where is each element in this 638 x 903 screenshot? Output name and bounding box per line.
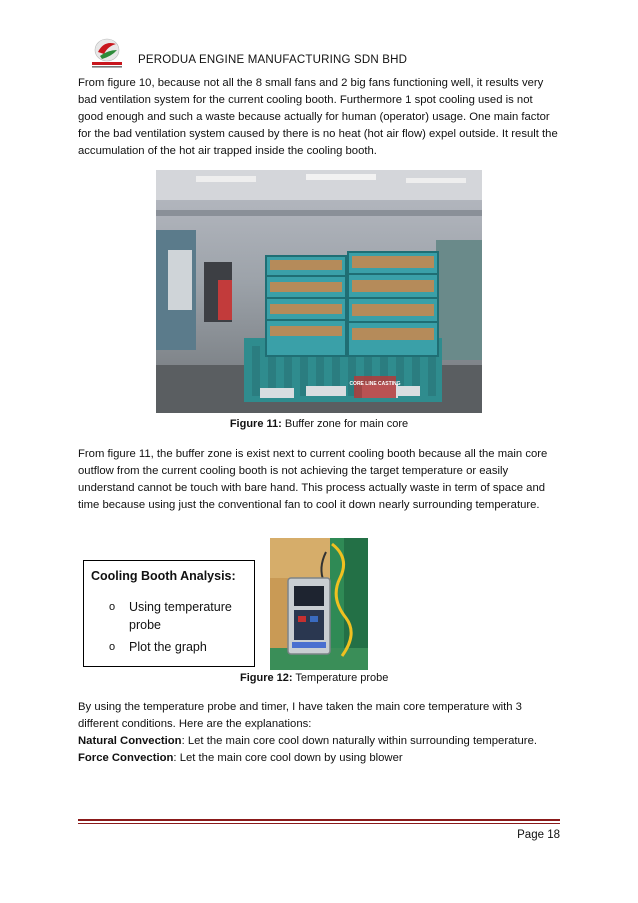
figure-11-text: Buffer zone for main core [281,418,409,430]
page-header [78,36,558,76]
natural-convection-line [78,733,560,750]
temperature-probe-photo [270,538,368,670]
conditions-intro: By using the temperature probe and timer, I have taken the main core temperature with 3 different conditions. Here are the explanations: [78,701,522,730]
analysis-item-text: Plot the graph [129,640,207,654]
figure-12-text: Temperature probe [292,672,389,684]
paragraph-ventilation: From figure 10, because not all the 8 small fans and 2 big fans functioning well, it results very bad ventilation system for the current cooling booth. Furthermore 1 spot cooling used is not good enough and such a waste because actually for human (operator) usage. One main factor for the bad ventilation system caused by there is no heat (hot air flow) expel outside. It result the accumulation of the hot air trapped inside the cooling booth. [78,77,558,157]
figure-12-label: Figure 12: [240,672,293,684]
figure-11-label: Figure 11: [229,418,282,430]
paragraph-conditions [78,699,560,767]
bullet-marker: o [109,641,116,653]
bullet-marker: o [109,601,116,613]
force-convection-label: Force Convection [78,752,174,764]
page-number: Page 18 [517,829,560,841]
analysis-item-text: Using temperature probe [129,600,232,632]
natural-convection-label: Natural Convection [78,735,182,747]
footer-divider [78,819,560,821]
buffer-zone-photo [156,170,482,413]
paragraph-buffer-zone: From figure 11, the buffer zone is exist next to current cooling booth because all the main core outflow from the current cooling booth is not achieving the target temperature or easily understand cannot be touch with bare hand. This process actually waste in term of space and time because using just the conventional fan to cool it down nearly surrounding temperature. [78,448,548,511]
figure-12-caption [240,672,388,684]
natural-convection-text: : Let the main core cool down naturally within surrounding temperature. [181,735,537,747]
force-convection-text: : Let the main core cool down by using blower [173,752,403,764]
cooling-analysis-box [83,560,255,667]
core-line-sign: CORE LINE CASTING [349,381,401,387]
analysis-box-title: Cooling Booth Analysis: [91,569,236,583]
perodua-logo [86,36,128,72]
figure-11-caption [0,418,638,430]
company-name: PERODUA ENGINE MANUFACTURING SDN BHD [138,54,408,66]
footer-divider-thin [78,823,560,824]
force-convection-line [78,750,560,767]
